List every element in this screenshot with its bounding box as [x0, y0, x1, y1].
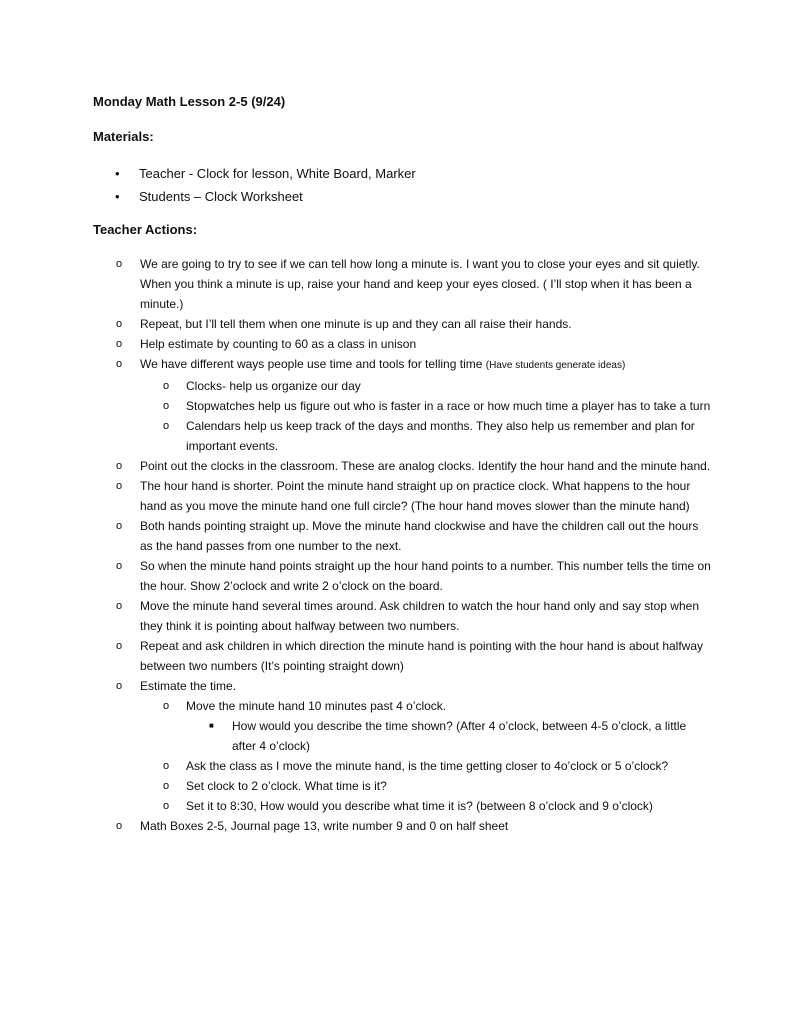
teacher-actions-heading: Teacher Actions: — [93, 222, 198, 237]
action-subsubitem: ■ How would you describe the time shown? (After 4 o’clock, between 4-5 o’clock, a little after 4 o’clock) — [93, 716, 713, 756]
circle-bullet-icon: o — [116, 358, 123, 370]
action-item: o Repeat, but I’ll tell them when one minute is up and they can all raise their hands. — [93, 314, 713, 334]
bullet-icon: • — [115, 166, 120, 181]
circle-bullet-icon: o — [116, 640, 123, 652]
circle-bullet-icon: o — [116, 600, 123, 612]
circle-bullet-icon: o — [163, 760, 170, 772]
circle-bullet-icon: o — [116, 460, 123, 472]
action-subitem: o Stopwatches help us figure out who is faster in a race or how much time a player has to take a turn — [93, 396, 713, 416]
action-item: o Move the minute hand several times around. Ask children to watch the hour hand only and say stop when they think it is pointing about halfway between two numbers. — [93, 596, 713, 636]
action-subitem: o Set clock to 2 o’clock. What time is it? — [93, 776, 713, 796]
action-subitem: o Ask the class as I move the minute hand, is the time getting closer to 4o’clock or 5 o’clock? — [93, 756, 713, 776]
action-note: (Have students generate ideas) — [485, 360, 626, 371]
circle-bullet-icon: o — [116, 338, 123, 350]
circle-bullet-icon: o — [163, 800, 170, 812]
lesson-title: Monday Math Lesson 2-5 (9/24) — [93, 94, 286, 109]
action-item: o So when the minute hand points straight up the hour hand points to a number. This number tells the time on the hour. Show 2’oclock and write 2 o’clock on the board. — [93, 556, 713, 596]
materials-item: • Teacher - Clock for lesson, White Board, Marker — [93, 162, 733, 185]
action-item: o Point out the clocks in the classroom. These are analog clocks. Identify the hour hand and the minute hand. — [93, 456, 713, 476]
action-item: o We are going to try to see if we can tell how long a minute is. I want you to close your eyes and sit quietly. When you think a minute is up, raise your hand and keep your eyes closed. ( I’ll stop when it has been a minute.) — [93, 254, 713, 314]
action-item: o The hour hand is shorter. Point the minute hand straight up on practice clock. What happens to the hour hand as you move the minute hand one full circle? (The hour hand moves slower than the minute hand) — [93, 476, 713, 516]
circle-bullet-icon: o — [116, 258, 123, 270]
action-item: o Repeat and ask children in which direction the minute hand is pointing with the hour hand is about halfway between two numbers (It’s pointing straight down) — [93, 636, 713, 676]
materials-heading: Materials: — [93, 129, 154, 144]
square-bullet-icon: ■ — [209, 721, 214, 730]
action-item: o Estimate the time. — [93, 676, 713, 696]
circle-bullet-icon: o — [116, 480, 123, 492]
action-item: o Help estimate by counting to 60 as a class in unison — [93, 334, 713, 354]
action-subitem: o Set it to 8:30, How would you describe what time it is? (between 8 o’clock and 9 o’clock) — [93, 796, 713, 816]
action-item: o We have different ways people use time and tools for telling time (Have students generate ideas) — [93, 354, 713, 376]
action-subitem: o Move the minute hand 10 minutes past 4 o’clock. — [93, 696, 713, 716]
bullet-icon: • — [115, 189, 120, 204]
materials-item: • Students – Clock Worksheet — [93, 185, 733, 208]
circle-bullet-icon: o — [163, 420, 170, 432]
materials-list — [93, 162, 733, 208]
circle-bullet-icon: o — [116, 318, 123, 330]
action-item: o Math Boxes 2-5, Journal page 13, write number 9 and 0 on half sheet — [93, 816, 713, 836]
circle-bullet-icon: o — [116, 820, 123, 832]
circle-bullet-icon: o — [116, 560, 123, 572]
circle-bullet-icon: o — [163, 700, 170, 712]
circle-bullet-icon: o — [163, 380, 170, 392]
teacher-actions-list — [93, 254, 713, 836]
circle-bullet-icon: o — [116, 520, 123, 532]
action-subitem: o Clocks- help us organize our day — [93, 376, 713, 396]
circle-bullet-icon: o — [116, 680, 123, 692]
action-item: o Both hands pointing straight up. Move the minute hand clockwise and have the children call out the hours as the hand passes from one number to the next. — [93, 516, 713, 556]
action-subitem: o Calendars help us keep track of the days and months. They also help us remember and plan for important events. — [93, 416, 713, 456]
circle-bullet-icon: o — [163, 780, 170, 792]
circle-bullet-icon: o — [163, 400, 170, 412]
